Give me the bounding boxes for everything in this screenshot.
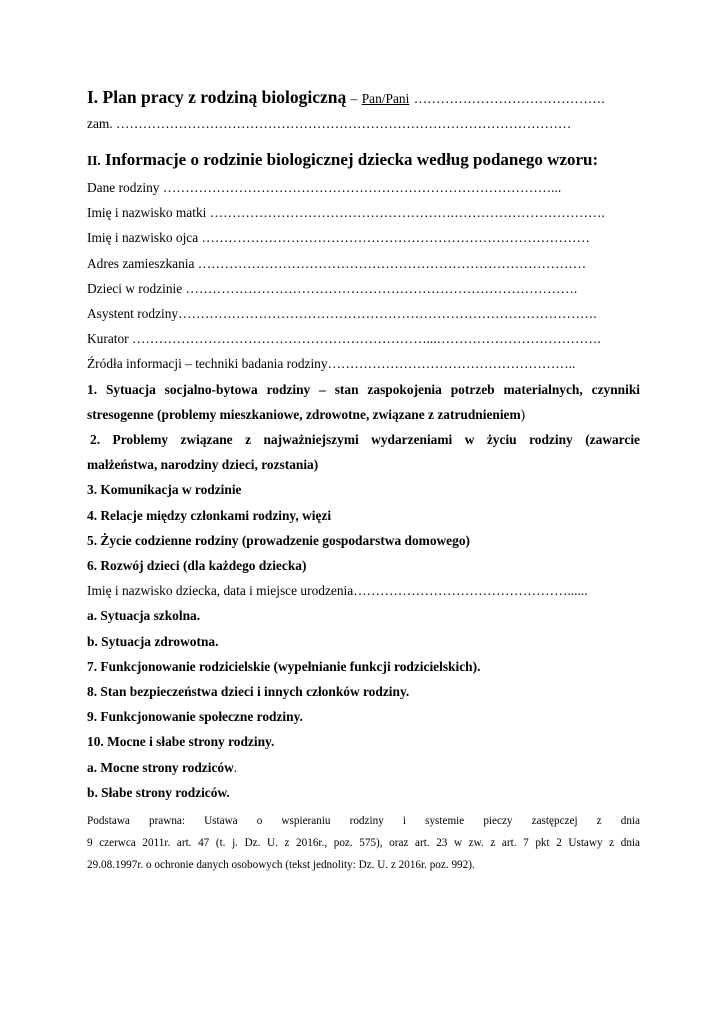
item-2-line-2: małżeństwa, narodziny dzieci, rozstania) <box>87 457 319 473</box>
footnote-line-1: Podstawa prawna: Ustawa o wspieraniu rodziny i systemie pieczy zastępczej z dnia <box>87 815 640 828</box>
pan-pani-field[interactable]: ……………………………………. <box>413 91 605 106</box>
field-zrodla-informacji[interactable]: Źródła informacji – techniki badania rodziny……………………………………………….. <box>87 356 576 372</box>
item-5: 5. Życie codzienne rodziny (prowadzenie gospodarstwa domowego) <box>87 532 470 548</box>
item-3: 3. Komunikacja w rodzinie <box>87 482 242 498</box>
item-6b: b. Sytuacja zdrowotna. <box>87 633 219 649</box>
pan-pani-label: Pan/Pani <box>361 91 410 106</box>
zam-field[interactable]: ………………………………………………………………………………………… <box>116 116 572 131</box>
field-dane-rodziny[interactable]: Dane rodziny ……………………………………………………………………………... <box>87 180 562 195</box>
item-2-line-1: 2. Problemy związane z najważniejszymi wydarzeniami w życiu rodziny (zawarcie <box>90 432 640 448</box>
item-7: 7. Funkcjonowanie rodzicielskie (wypełnianie funkcji rodzicielskich). <box>87 658 481 674</box>
legal-basis-footnote <box>87 810 640 876</box>
item-1-line-1: 1. Sytuacja socjalno-bytowa rodziny – stan zaspokojenia potrzeb materialnych, czynniki <box>87 381 640 397</box>
section-1-title: I. Plan pracy z rodziną biologiczną <box>87 87 347 107</box>
item-10: 10. Mocne i słabe strony rodziny. <box>87 734 275 750</box>
item-6a: a. Sytuacja szkolna. <box>87 608 201 624</box>
field-dzieci-w-rodzinie[interactable]: Dzieci w rodzinie ……………………………………………………………………………. <box>87 280 578 296</box>
field-adres-zamieszkania[interactable]: Adres zamieszkania …………………………………………………………………………… <box>87 255 587 271</box>
address-line <box>87 112 640 136</box>
item-10a-text: a. Mocne strony rodziców <box>87 759 234 775</box>
field-dziecko-dane[interactable]: Imię i nazwisko dziecka, data i miejsce urodzenia…………………………………………...... <box>87 583 588 599</box>
item-8: 8. Stan bezpieczeństwa dzieci i innych członków rodziny. <box>87 684 410 700</box>
item-9: 9. Funkcjonowanie społeczne rodziny. <box>87 709 303 725</box>
footnote-line-2: 9 czerwca 2011r. art. 47 (t. j. Dz. U. z 2016r., poz. 575), oraz art. 23 w zw. z art. 7 pkt 2 Ustawy z dnia <box>87 837 640 850</box>
field-imie-nazwisko-matki[interactable]: Imię i nazwisko matki ……………………………………………….……………………………. <box>87 205 605 221</box>
field-asystent-rodziny[interactable]: Asystent rodziny…………………………………………………………………………………. <box>87 306 597 322</box>
section-2-number: II. <box>87 153 101 168</box>
item-4: 4. Relacje między członkami rodziny, więzi <box>87 507 332 523</box>
section-1-dash: – <box>350 91 358 106</box>
item-10b: b. Słabe strony rodziców. <box>87 784 230 800</box>
document-content <box>87 84 640 876</box>
section-2-heading <box>87 146 640 175</box>
item-1-line-2 <box>87 402 640 427</box>
footnote-line-3: 29.08.1997r. o ochronie danych osobowych (tekst jednolity: Dz. U. z 2016r. poz. 992). <box>87 859 475 872</box>
item-1-line-2-text: stresogenne (problemy mieszkaniowe, zdrowotne, związane z zatrudnieniem <box>87 406 521 422</box>
zam-label: zam. <box>87 116 113 131</box>
item-10a <box>87 755 640 780</box>
field-kurator[interactable]: Kurator …………………………………………………………...………………………………. <box>87 331 601 347</box>
item-1-close-paren: ) <box>520 406 526 422</box>
item-10a-dot: . <box>233 759 238 775</box>
field-imie-nazwisko-ojca[interactable]: Imię i nazwisko ojca …………………………………………………………………………… <box>87 230 590 246</box>
section-1-heading <box>87 84 640 112</box>
section-2-title: Informacje o rodzinie biologicznej dziecka według podanego wzoru: <box>105 150 599 169</box>
item-6: 6. Rozwój dzieci (dla każdego dziecka) <box>87 558 307 574</box>
